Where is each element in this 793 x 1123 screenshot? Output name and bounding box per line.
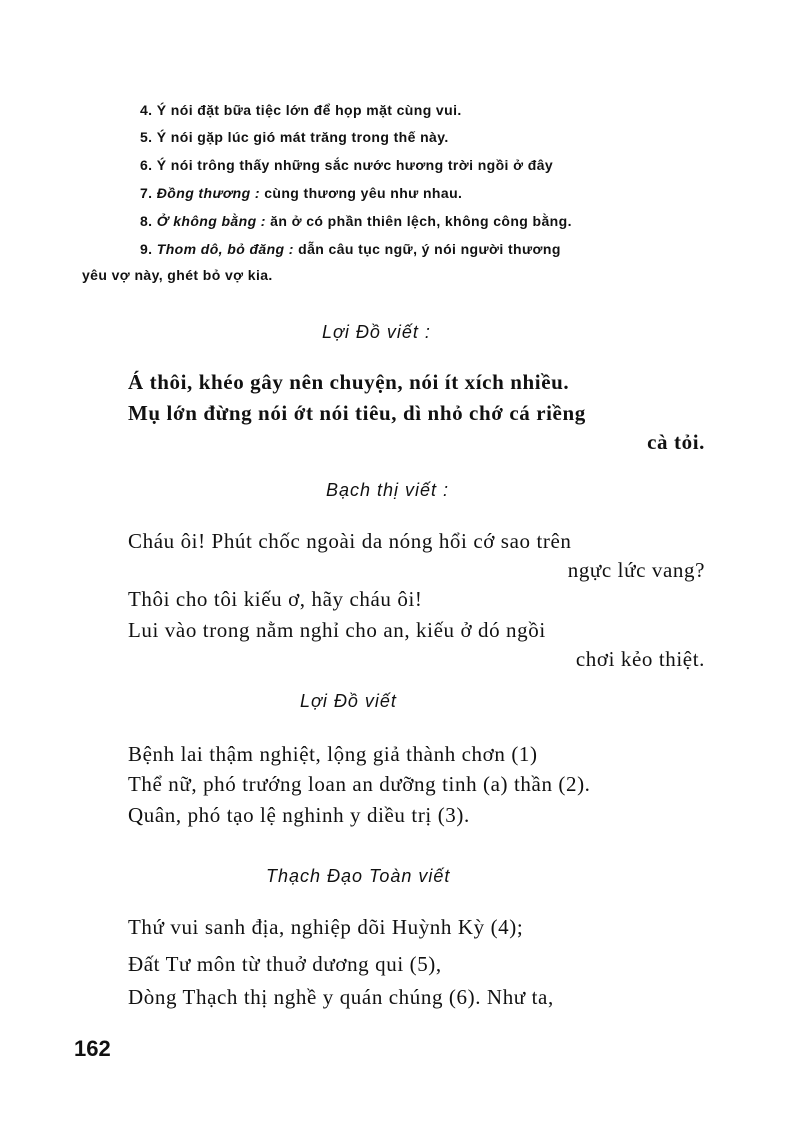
footnote-text: ăn ở có phần thiên lệch, không công bằng. [270,213,572,229]
verse-line: Á thôi, khéo gây nên chuyện, nói ít xích nhiều. [128,370,570,394]
footnote-number: 4. [140,102,153,118]
footnote-7 [140,183,733,203]
verse-line: Lui vào trong nằm nghỉ cho an, kiếu ở dó ngồi [128,618,546,642]
footnote-term: Thom dô, bỏ đăng : [156,241,294,257]
footnote-5 [140,127,733,147]
verse-line: Thôi cho tôi kiếu ơ, hãy cháu ôi! [128,587,423,611]
footnote-number: 7. [140,185,153,201]
footnote-number: 9. [140,241,153,257]
footnote-term: Ở không bằng : [156,213,266,229]
verse-line: Dòng Thạch thị nghề y quán chúng (6). Như ta, [128,985,554,1009]
verse-line: Mụ lớn đừng nói ớt nói tiêu, dì nhỏ chớ cá riềng [128,401,586,425]
verse-line: Bệnh lai thậm nghiệt, lộng giả thành chơn (1) [128,742,538,766]
footnote-number: 8. [140,213,153,229]
footnote-text: Ý nói gặp lúc gió mát trăng trong thế này. [156,129,449,145]
footnote-9 [140,239,733,259]
footnote-6 [140,155,733,175]
footnote-4 [140,100,733,120]
verse-line-continuation: chơi kẻo thiệt. [575,647,705,671]
section-heading: Lợi Đồ viết [300,691,397,711]
footnote-number: 5. [140,129,153,145]
verse-line-continuation: ngực lức vang? [567,558,705,582]
verse-line: Thể nữ, phó trướng loan an dưỡng tinh (a) thần (2). [128,772,591,796]
section-heading: Bạch thị viết : [326,480,450,500]
verse-line: Quân, phó tạo lệ nghinh y diều trị (3). [128,803,470,827]
footnote-text: Ý nói đặt bữa tiệc lớn để họp mặt cùng vui. [156,102,462,118]
section-heading: Thạch Đạo Toàn viết [266,866,451,886]
footnote-term: Đồng thương : [156,185,260,201]
page-number: 162 [74,1036,111,1061]
verse-line: Đất Tư môn từ thuở dương qui (5), [128,952,442,976]
section-heading: Lợi Đồ viết : [322,322,431,342]
footnote-9-continuation: yêu vợ này, ghét bỏ vợ kia. [82,267,273,283]
footnote-text: Ý nói trông thấy những sắc nước hương trời ngồi ở đây [156,157,554,173]
footnote-text: cùng thương yêu như nhau. [264,185,463,201]
footnote-text: dẫn câu tục ngữ, ý nói người thương [298,241,561,257]
verse-line: Thứ vui sanh địa, nghiệp dõi Huỳnh Kỳ (4); [128,915,524,939]
footnote-8 [140,211,733,231]
verse-line: Cháu ôi! Phút chốc ngoài da nóng hổi cớ sao trên [128,529,572,553]
footnote-number: 6. [140,157,153,173]
verse-line-continuation: cà tỏi. [647,430,705,454]
